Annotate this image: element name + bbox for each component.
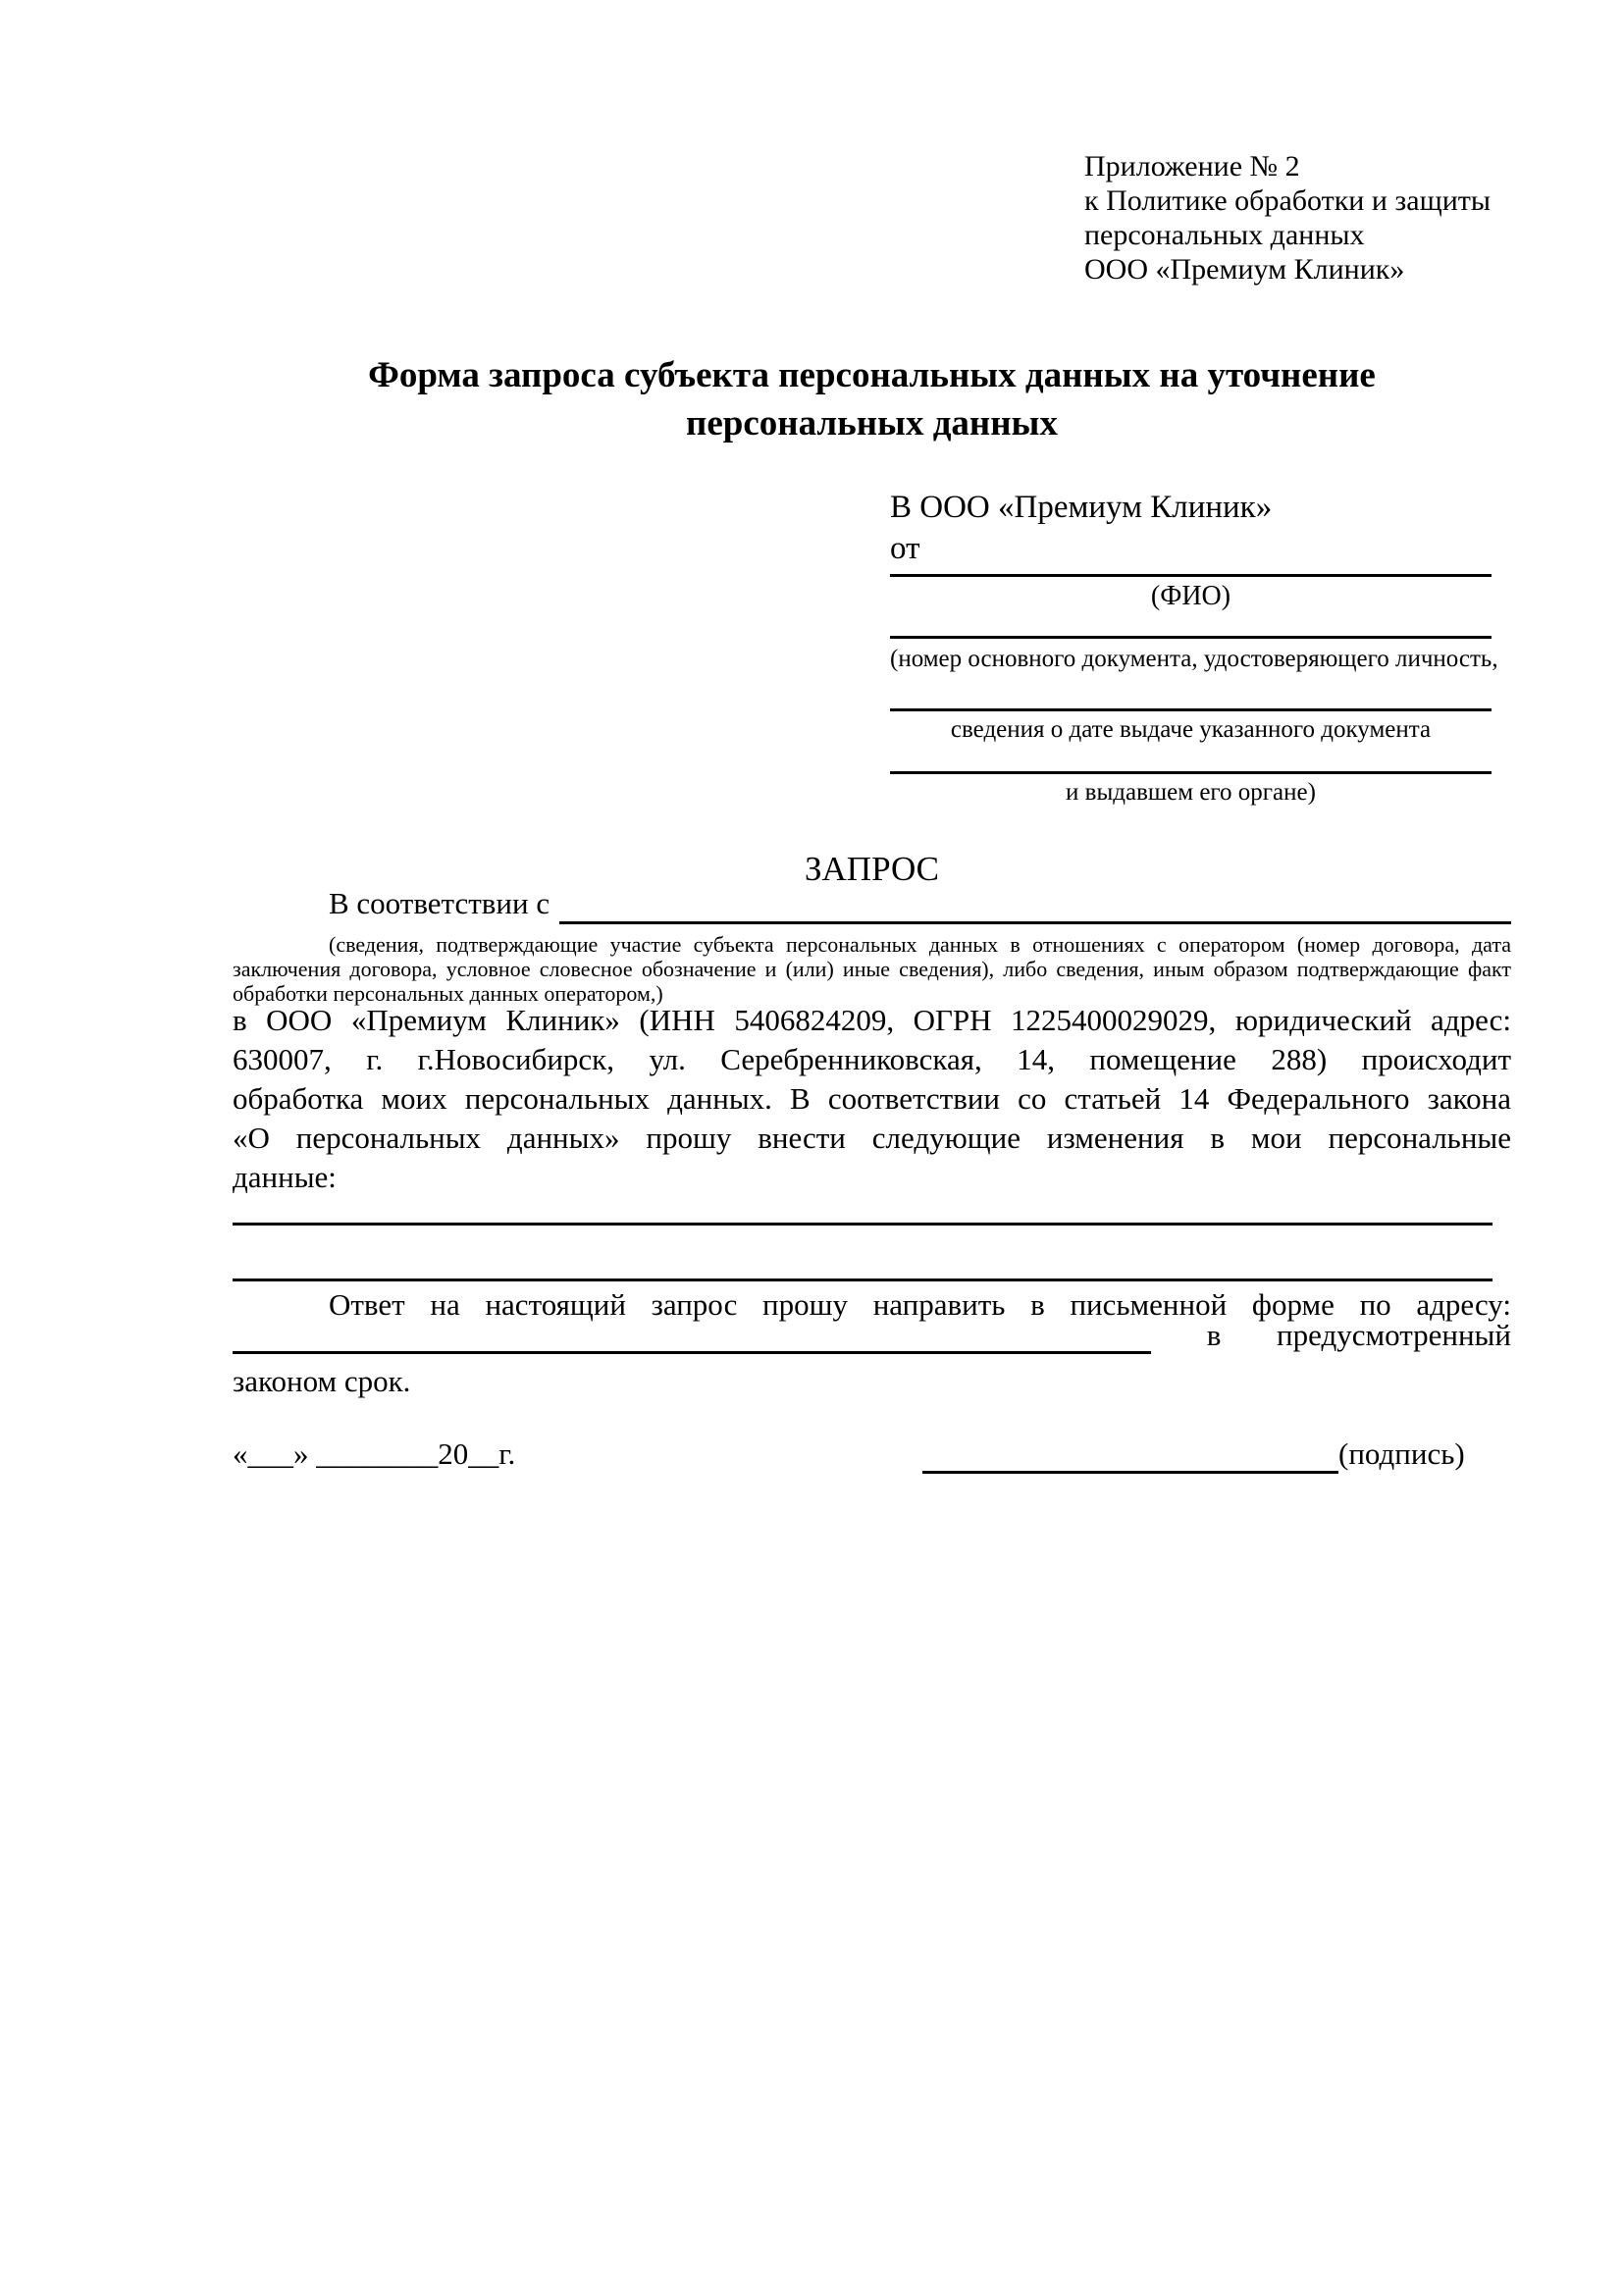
addressee-block <box>890 487 1492 569</box>
note-line: обработки персональных данных оператором,) <box>233 981 663 1006</box>
body-line: «О персональных данных» прошу внести следующие изменения в мои персональные <box>233 1121 1511 1155</box>
note-line: (сведения, подтверждающие участие субъекта персональных данных в отношениях с оператором (номер договора, дата <box>329 932 1511 957</box>
appendix-line: персональных данных <box>1084 219 1365 251</box>
reply-address-blank-line <box>233 1316 1151 1354</box>
body-line: в ООО «Премиум Клиник» (ИНН 5406824209, ОГРН 1225400029029, юридический адрес: <box>233 1003 1511 1037</box>
appendix-reference <box>1084 149 1545 287</box>
fio-blank-line <box>890 574 1492 577</box>
page-title-line: персональных данных <box>686 403 1058 444</box>
request-heading: ЗАПРОС <box>804 850 940 888</box>
accordance-prefix: В соответствии с <box>329 886 550 920</box>
appendix-line: к Политике обработки и защиты <box>1084 184 1492 217</box>
changes-blank-line-2 <box>233 1278 1492 1281</box>
changes-blank-line-1 <box>233 1223 1492 1226</box>
fio-caption: (ФИО) <box>1150 581 1231 611</box>
signature-caption: (подпись) <box>1338 1436 1465 1471</box>
reply-tail-word: предусмотренный <box>1277 1318 1511 1352</box>
body-line: 630007, г. г.Новосибирск, ул. Серебренниковская, 14, помещение 288) происходит <box>233 1042 1511 1076</box>
reply-address-row <box>233 1317 1511 1354</box>
addressee-to: В ООО «Премиум Клиник» <box>890 490 1273 525</box>
reply-tail-line: законом срок. <box>233 1364 411 1398</box>
body-line: данные: <box>233 1160 337 1194</box>
page-title-line: Форма запроса субъекта персональных данных на уточнение <box>368 355 1376 395</box>
body-line: обработка моих персональных данных. В соответствии со статьей 14 Федерального закона <box>233 1081 1511 1116</box>
page-title <box>233 351 1511 447</box>
addressee-from: от <box>890 531 920 566</box>
document-issuer-blank-line <box>890 771 1492 774</box>
reply-tail-word: в <box>1206 1318 1222 1352</box>
document-number-blank-line <box>890 636 1492 639</box>
note-line: заключения договора, условное словесное обозначение и (или) иные сведения), либо сведения, иным образом подтверждающие факт <box>233 957 1511 981</box>
accordance-line <box>233 883 1511 924</box>
document-number-caption: (номер основного документа, удостоверяющего личность, <box>890 646 1498 672</box>
document-issuer-caption: и выдавшем его органе) <box>1066 779 1316 806</box>
appendix-line: Приложение № 2 <box>1084 150 1300 183</box>
date-line: «___» ________20__г. <box>233 1436 516 1471</box>
signature-blank-line <box>922 1434 1338 1474</box>
request-body <box>233 1001 1511 1197</box>
accordance-blank-line <box>559 883 1511 924</box>
document-issue-date-caption: сведения о дате выдаче указанного документа <box>950 716 1432 743</box>
document-issue-date-blank-line <box>890 708 1492 711</box>
signature-area <box>922 1435 1511 1474</box>
appendix-line: ООО «Премиум Клиник» <box>1084 253 1405 286</box>
accordance-note <box>233 932 1511 1006</box>
reply-request-line: Ответ на настоящий запрос прошу направить в письменной форме по адресу: <box>329 1287 1511 1322</box>
